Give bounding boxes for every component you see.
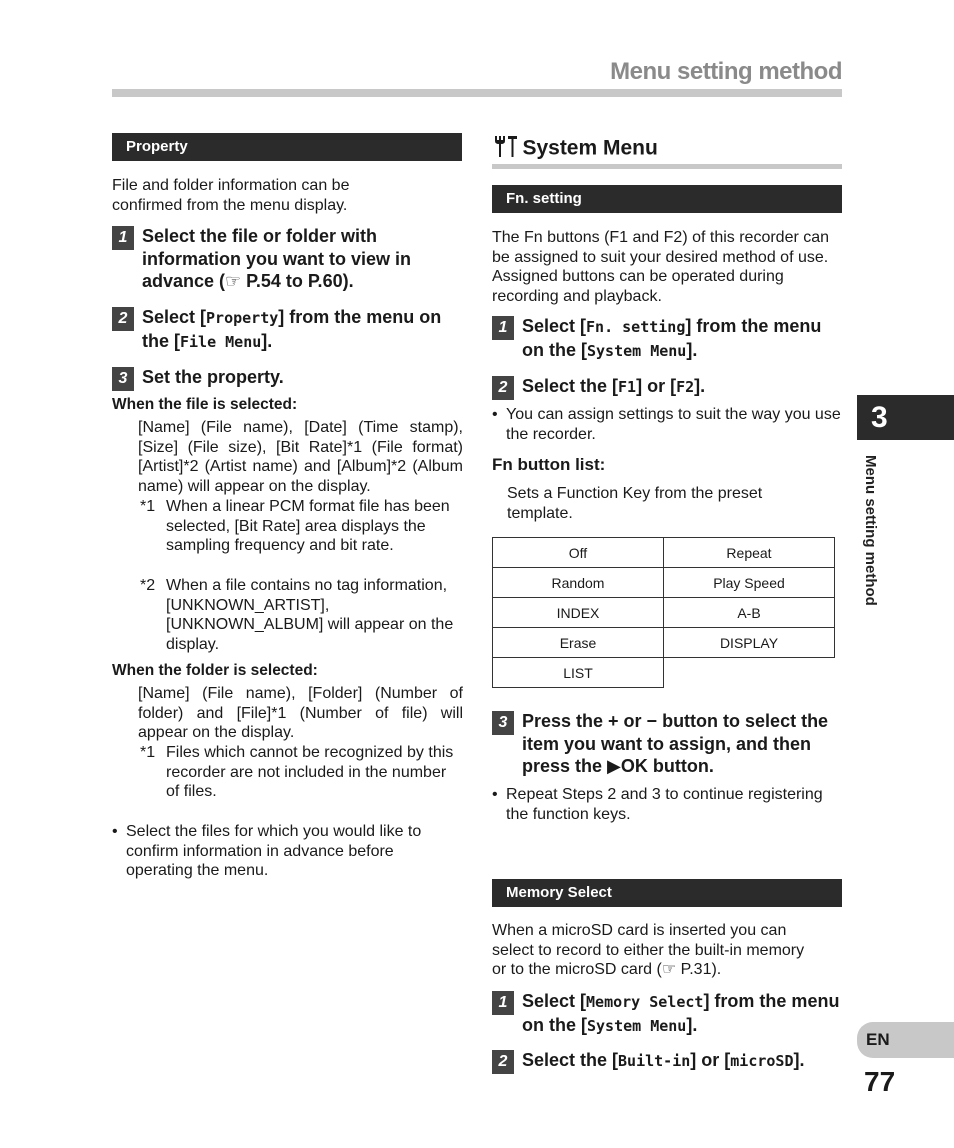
memory-step-1 xyxy=(492,990,842,1037)
fn-bullet-1: • You can assign settings to suit the way you use the recorder. xyxy=(492,406,841,443)
table-cell: Off xyxy=(493,538,664,568)
file-note-2: *2 When a file contains no tag information, [UNKNOWN_ARTIST], [UNKNOWN_ALBUM] will appear on the display. xyxy=(140,577,454,653)
table-cell: DISPLAY xyxy=(664,628,835,658)
step-text: Press the + or − button to select the item you want to assign, and then press the ▶OK button. xyxy=(522,711,829,776)
table-cell: A-B xyxy=(664,598,835,628)
folder-note-1: *1 Files which cannot be recognized by this recorder are not included in the number of files. xyxy=(140,744,454,801)
step-number: 2 xyxy=(112,307,134,331)
table-row xyxy=(493,628,835,658)
chapter-vertical-label: Menu setting method xyxy=(862,455,879,606)
step-number: 3 xyxy=(112,367,134,391)
table-cell: Repeat xyxy=(664,538,835,568)
fn-list-desc: Sets a Function Key from the preset template. xyxy=(507,485,763,522)
step-number: 2 xyxy=(492,376,514,400)
property-bullet: • Select the files for which you would like to confirm information in advance before operating the menu. xyxy=(112,823,422,880)
fn-step-1 xyxy=(492,315,842,362)
fn-intro: The Fn buttons (F1 and F2) of this recorder can be assigned to suit your desired method of use. Assigned buttons can be operated during recording and playback. xyxy=(492,229,830,305)
property-step-2 xyxy=(112,306,462,353)
fn-bullet-2: • Repeat Steps 2 and 3 to continue registering the function keys. xyxy=(492,786,823,823)
file-note-1: *1 When a linear PCM format file has been selected, [Bit Rate] area displays the sampling frequency and bit rate. xyxy=(140,498,450,555)
step-text: Select the [F1] or [F2]. xyxy=(522,376,706,396)
step-text: Select [Fn. setting] from the menu on the [System Menu]. xyxy=(522,316,822,360)
folder-selected-text: [Name] (File name), [Folder] (Number of folder) and [File]*1 (Number of file) will appear on the display. xyxy=(138,685,463,742)
step-text: Set the property. xyxy=(142,367,284,387)
file-selected-heading: When the file is selected: xyxy=(112,396,298,413)
step-number: 3 xyxy=(492,711,514,735)
step-number: 1 xyxy=(492,316,514,340)
table-cell: INDEX xyxy=(493,598,664,628)
property-intro: File and folder information can be confirmed from the menu display. xyxy=(112,177,350,214)
table-row xyxy=(493,568,835,598)
table-cell: LIST xyxy=(493,658,664,688)
system-menu-heading xyxy=(492,134,842,169)
wrench-icon xyxy=(492,134,518,163)
page-number: 77 xyxy=(864,1066,896,1097)
memory-step-2 xyxy=(492,1049,842,1074)
property-step-3 xyxy=(112,366,462,391)
page-title: Menu setting method xyxy=(610,58,842,85)
fn-step-2 xyxy=(492,375,842,400)
fn-button-table xyxy=(492,537,835,688)
step-number: 1 xyxy=(492,991,514,1015)
section-bar-property: Property xyxy=(112,133,462,161)
step-text: Select the [Built-in] or [microSD]. xyxy=(522,1050,805,1070)
table-row xyxy=(493,538,835,568)
step-number: 1 xyxy=(112,226,134,250)
folder-selected-heading: When the folder is selected: xyxy=(112,662,318,679)
step-text: Select [Memory Select] from the menu on the [System Menu]. xyxy=(522,991,840,1035)
table-cell-empty xyxy=(664,658,835,688)
table-cell: Random xyxy=(493,568,664,598)
system-menu-title: System Menu xyxy=(522,136,658,160)
memory-intro: When a microSD card is inserted you can select to record to either the built-in memory or to the microSD card (☞ P.31). xyxy=(492,922,805,979)
section-bar-memory-select: Memory Select xyxy=(492,879,842,907)
table-cell: Erase xyxy=(493,628,664,658)
section-bar-fn-setting: Fn. setting xyxy=(492,185,842,213)
property-step-1 xyxy=(112,225,462,293)
chapter-tab: 3 xyxy=(857,395,954,440)
language-tab: EN xyxy=(857,1022,954,1058)
step-number: 2 xyxy=(492,1050,514,1074)
table-row xyxy=(493,658,835,688)
fn-list-heading: Fn button list: xyxy=(492,455,606,474)
step-text: Select the file or folder with information you want to view in advance (☞ P.54 to P.60). xyxy=(142,226,412,291)
fn-step-3 xyxy=(492,710,842,778)
table-row xyxy=(493,598,835,628)
file-selected-text: [Name] (File name), [Date] (Time stamp), [Size] (File size), [Bit Rate]*1 (File format) [Artist]*2 (Artist name) and [Album]*2 (Album name) will appear on the display. xyxy=(138,419,463,495)
step-text: Select [Property] from the menu on the [File Menu]. xyxy=(142,307,442,351)
header-rule xyxy=(112,89,842,97)
table-cell: Play Speed xyxy=(664,568,835,598)
